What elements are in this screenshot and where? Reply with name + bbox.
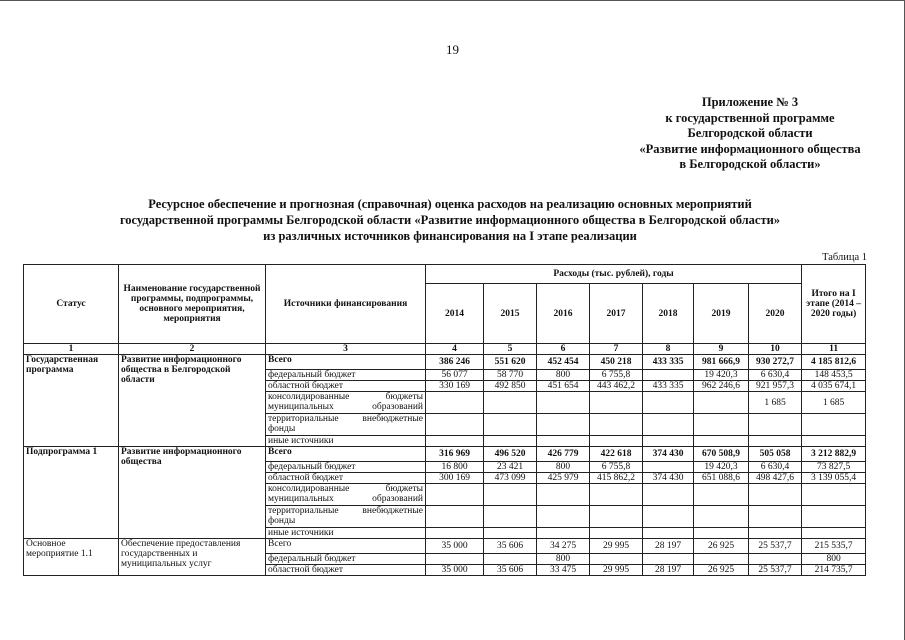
row-value: 58 770 xyxy=(484,370,537,381)
row-value: 386 246 xyxy=(426,355,484,370)
column-number: 1 xyxy=(24,344,119,355)
row-value xyxy=(537,436,590,447)
row-value xyxy=(537,392,590,414)
appendix-line: Белгородской области xyxy=(687,126,813,140)
row-value xyxy=(643,414,694,436)
header-year: 2019 xyxy=(694,284,749,344)
row-source: Всего xyxy=(266,539,426,554)
row-value: 330 169 xyxy=(426,381,484,392)
column-number: 3 xyxy=(266,344,426,355)
row-value xyxy=(749,554,802,565)
row-value: 23 421 xyxy=(484,462,537,473)
row-value: 6 630,4 xyxy=(749,462,802,473)
header-year: 2020 xyxy=(749,284,802,344)
row-value xyxy=(590,414,643,436)
row-value xyxy=(590,484,643,506)
column-number: 4 xyxy=(426,344,484,355)
header-expenses: Расходы (тыс. рублей), годы xyxy=(426,265,802,284)
header-year: 2017 xyxy=(590,284,643,344)
column-number: 6 xyxy=(537,344,590,355)
header-status: Статус xyxy=(24,265,119,344)
row-total xyxy=(802,484,866,506)
row-value: 29 995 xyxy=(590,539,643,554)
column-number: 5 xyxy=(484,344,537,355)
row-value: 962 246,6 xyxy=(694,381,749,392)
row-value: 19 420,3 xyxy=(694,370,749,381)
row-value: 433 335 xyxy=(643,381,694,392)
row-status: Подпрограмма 1 xyxy=(24,447,119,539)
row-value: 425 979 xyxy=(537,473,590,484)
page-number: 19 xyxy=(446,42,459,57)
row-value xyxy=(749,484,802,506)
row-value xyxy=(484,554,537,565)
row-value: 670 508,9 xyxy=(694,447,749,462)
column-number: 7 xyxy=(590,344,643,355)
row-source: Всего xyxy=(266,355,426,370)
row-value xyxy=(537,484,590,506)
row-value: 800 xyxy=(537,370,590,381)
header-total: Итого на I этапе (2014 – 2020 годы) xyxy=(802,265,866,344)
row-value xyxy=(590,528,643,539)
column-number: 8 xyxy=(643,344,694,355)
row-status: Основное мероприятие 1.1 xyxy=(24,539,119,576)
row-name: Развитие информационного общества xyxy=(119,447,266,539)
row-value xyxy=(694,506,749,528)
row-total: 1 685 xyxy=(802,392,866,414)
row-value xyxy=(590,554,643,565)
row-value xyxy=(643,436,694,447)
row-value xyxy=(590,436,643,447)
row-value: 16 800 xyxy=(426,462,484,473)
row-source: территориальные внебюджетные фонды xyxy=(266,414,426,436)
appendix-line: «Развитие информационного общества xyxy=(639,141,861,156)
row-value xyxy=(484,528,537,539)
row-total: 148 453,5 xyxy=(802,370,866,381)
row-value xyxy=(537,506,590,528)
row-total: 800 xyxy=(802,554,866,565)
row-value xyxy=(426,554,484,565)
row-value xyxy=(643,484,694,506)
row-source: консолидированные бюджеты муниципальных образований xyxy=(266,484,426,506)
row-total: 4 035 674,1 xyxy=(802,381,866,392)
row-value xyxy=(426,436,484,447)
row-status: Государственная программа xyxy=(24,355,119,447)
row-value xyxy=(643,506,694,528)
row-value: 35 000 xyxy=(426,539,484,554)
row-source: федеральный бюджет xyxy=(266,370,426,381)
row-value xyxy=(749,528,802,539)
column-number: 9 xyxy=(694,344,749,355)
row-value: 800 xyxy=(537,554,590,565)
row-value: 6 755,8 xyxy=(590,370,643,381)
row-value: 433 335 xyxy=(643,355,694,370)
row-value: 651 088,6 xyxy=(694,473,749,484)
row-value xyxy=(749,506,802,528)
row-value: 33 475 xyxy=(537,565,590,576)
row-value: 800 xyxy=(537,462,590,473)
row-value xyxy=(694,528,749,539)
row-value: 35 606 xyxy=(484,565,537,576)
row-value xyxy=(484,414,537,436)
row-total: 73 827,5 xyxy=(802,462,866,473)
row-source: консолидированные бюджеты муниципальных образований xyxy=(266,392,426,414)
row-total xyxy=(802,414,866,436)
row-total: 215 535,7 xyxy=(802,539,866,554)
page-top-border xyxy=(0,0,905,1)
row-value: 6 755,8 xyxy=(590,462,643,473)
row-value: 921 957,3 xyxy=(749,381,802,392)
row-value: 451 654 xyxy=(537,381,590,392)
row-value xyxy=(643,392,694,414)
table-caption: Таблица 1 xyxy=(822,252,867,263)
row-value xyxy=(694,414,749,436)
row-value: 29 995 xyxy=(590,565,643,576)
header-year: 2015 xyxy=(484,284,537,344)
row-value xyxy=(694,484,749,506)
appendix-line: Приложение № 3 xyxy=(701,95,799,109)
row-value: 19 420,3 xyxy=(694,462,749,473)
row-value xyxy=(484,484,537,506)
row-value: 426 779 xyxy=(537,447,590,462)
row-value: 26 925 xyxy=(694,539,749,554)
row-value: 34 275 xyxy=(537,539,590,554)
row-name: Обеспечение предоставления государственных и муниципальных услуг xyxy=(119,539,266,576)
row-value: 492 850 xyxy=(484,381,537,392)
row-name: Развитие информационного общества в Белгородской области xyxy=(119,355,266,447)
row-value: 473 099 xyxy=(484,473,537,484)
appendix-line: к государственной программе xyxy=(665,110,835,125)
row-source: областной бюджет xyxy=(266,565,426,576)
row-value xyxy=(643,370,694,381)
title-line: из различных источников финансирования на I этапе реализации xyxy=(263,229,637,243)
row-value: 443 462,2 xyxy=(590,381,643,392)
row-value: 498 427,6 xyxy=(749,473,802,484)
row-value xyxy=(749,414,802,436)
row-value xyxy=(590,506,643,528)
row-value xyxy=(537,528,590,539)
row-value xyxy=(484,392,537,414)
row-value: 1 685 xyxy=(749,392,802,414)
row-value xyxy=(537,414,590,436)
row-source: иные источники xyxy=(266,436,426,447)
row-total xyxy=(802,528,866,539)
row-value xyxy=(694,436,749,447)
row-value xyxy=(426,506,484,528)
row-value xyxy=(484,436,537,447)
column-number: 11 xyxy=(802,344,866,355)
row-value: 551 620 xyxy=(484,355,537,370)
row-source: областной бюджет xyxy=(266,473,426,484)
header-sources: Источники финансирования xyxy=(266,265,426,344)
row-total xyxy=(802,506,866,528)
row-source: территориальные внебюджетные фонды xyxy=(266,506,426,528)
row-source: иные источники xyxy=(266,528,426,539)
row-value: 415 862,2 xyxy=(590,473,643,484)
row-value: 505 058 xyxy=(749,447,802,462)
row-value xyxy=(643,554,694,565)
title-line: Ресурсное обеспечение и прогнозная (справочная) оценка расходов на реализацию основных мероприятий xyxy=(148,197,752,211)
row-value: 35 606 xyxy=(484,539,537,554)
row-total: 214 735,7 xyxy=(802,565,866,576)
title-line: государственной программы Белгородской области «Развитие информационного общества в Белгородской области» xyxy=(119,213,781,227)
row-value: 6 630,4 xyxy=(749,370,802,381)
row-value: 452 454 xyxy=(537,355,590,370)
header-year: 2016 xyxy=(537,284,590,344)
appendix-header xyxy=(600,95,900,173)
row-total: 4 185 812,6 xyxy=(802,355,866,370)
funding-table xyxy=(23,264,866,576)
row-total xyxy=(802,436,866,447)
table-row xyxy=(24,447,866,462)
row-value: 35 000 xyxy=(426,565,484,576)
row-value: 26 925 xyxy=(694,565,749,576)
table-row xyxy=(24,539,866,554)
row-value xyxy=(426,484,484,506)
row-value: 25 537,7 xyxy=(749,539,802,554)
row-value: 422 618 xyxy=(590,447,643,462)
row-value: 316 969 xyxy=(426,447,484,462)
row-source: федеральный бюджет xyxy=(266,554,426,565)
row-value xyxy=(426,414,484,436)
table-row xyxy=(24,355,866,370)
row-value: 300 169 xyxy=(426,473,484,484)
row-value: 981 666,9 xyxy=(694,355,749,370)
row-value xyxy=(694,392,749,414)
row-total: 3 139 055,4 xyxy=(802,473,866,484)
row-value: 374 430 xyxy=(643,447,694,462)
row-value xyxy=(590,392,643,414)
row-value xyxy=(426,392,484,414)
row-value: 496 520 xyxy=(484,447,537,462)
row-value xyxy=(426,528,484,539)
row-value xyxy=(484,506,537,528)
row-value: 930 272,7 xyxy=(749,355,802,370)
row-total: 3 212 882,9 xyxy=(802,447,866,462)
row-source: областной бюджет xyxy=(266,381,426,392)
row-value xyxy=(643,462,694,473)
row-value xyxy=(749,436,802,447)
row-source: федеральный бюджет xyxy=(266,462,426,473)
column-number: 10 xyxy=(749,344,802,355)
header-name: Наименование государственной программы, подпрограммы, основного мероприятия, мероприятия xyxy=(119,265,266,344)
document-title xyxy=(60,196,840,244)
header-year: 2014 xyxy=(426,284,484,344)
row-value: 450 218 xyxy=(590,355,643,370)
row-value: 374 430 xyxy=(643,473,694,484)
row-value: 25 537,7 xyxy=(749,565,802,576)
row-source: Всего xyxy=(266,447,426,462)
row-value: 28 197 xyxy=(643,565,694,576)
appendix-line: в Белгородской области» xyxy=(679,157,821,171)
header-year: 2018 xyxy=(643,284,694,344)
row-value: 28 197 xyxy=(643,539,694,554)
row-value: 56 077 xyxy=(426,370,484,381)
row-value xyxy=(694,554,749,565)
column-number: 2 xyxy=(119,344,266,355)
row-value xyxy=(643,528,694,539)
